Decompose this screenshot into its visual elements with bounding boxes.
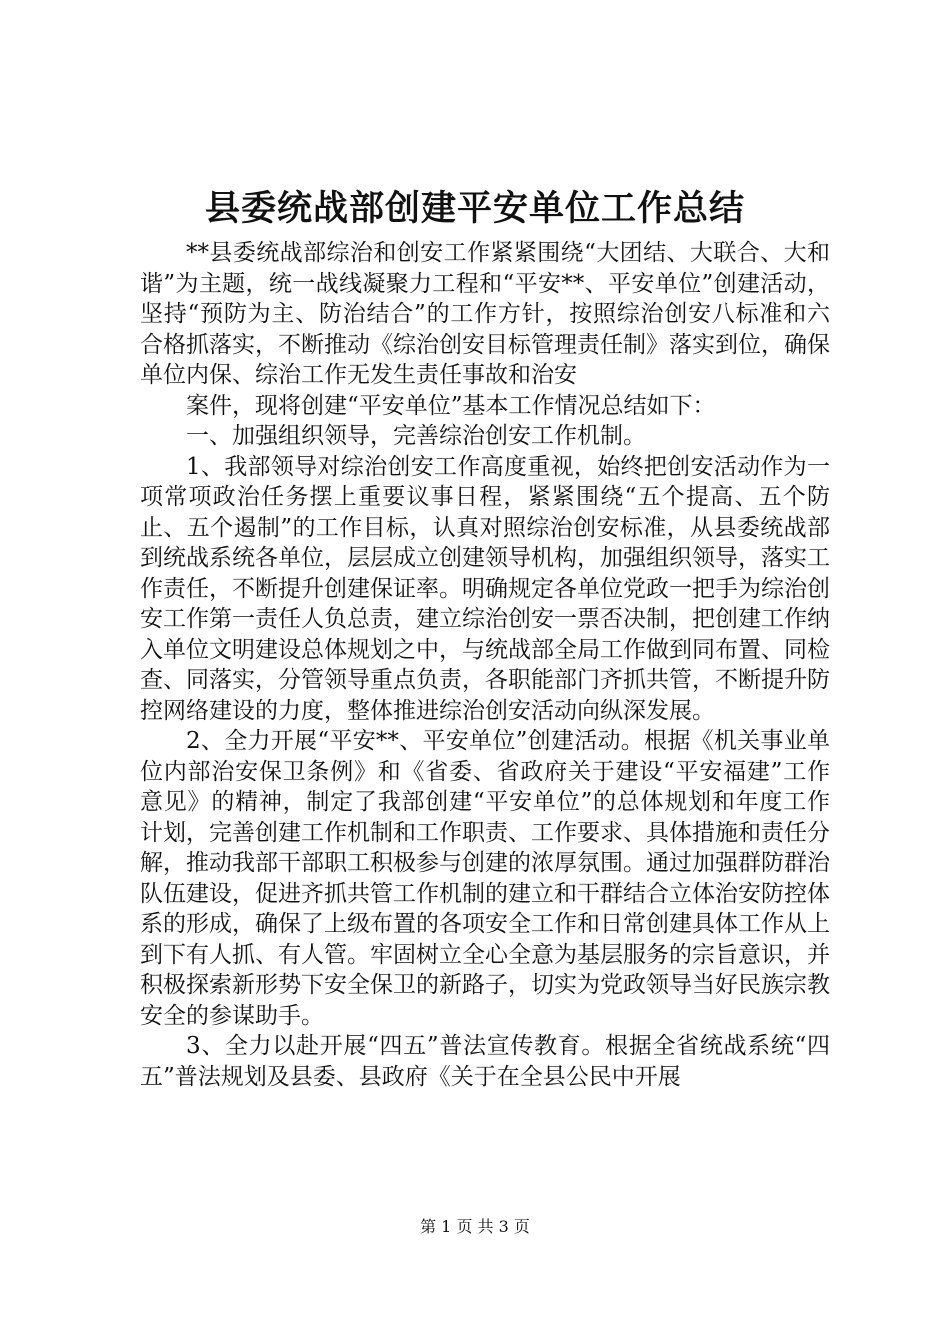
document-body (140, 238, 830, 1092)
paragraph-item-2: 2、全力开展“平安**、平安单位”创建活动。根据《机关事业单位内部治安保卫条例》和《省委、省政府关于建设“平安福建”工作意见》的精神，制定了我部创建“平安单位”的总体规划和年度工作计划，完善创建工作机制和工作职责、工作要求、具体措施和责任分解，推动我部干部职工积极参与创建的浓厚氛围。通过加强群防群治队伍建设，促进齐抓共管工作机制的建立和干群结合立体治安防控体系的形成，确保了上级布置的各项安全工作和日常创建具体工作从上到下有人抓、有人管。牢固树立全心全意为基层服务的宗旨意识，并积极探索新形势下安全保卫的新路子，切实为党政领导当好民族宗教安全的参谋助手。 (140, 728, 830, 1029)
paragraph-item-3: 3、全力以赴开展“四五”普法宣传教育。根据全省统战系统“四五”普法规划及县委、县政府《关于在全县公民中开展 (140, 1033, 830, 1090)
section-heading-1: 一、加强组织领导，完善综治创安工作机制。 (186, 423, 646, 449)
paragraph-intro-continued: 案件，现将创建“平安单位”基本工作情况总结如下： (186, 392, 716, 419)
paragraph-intro: **县委统战部综治和创安工作紧紧围绕“大团结、大联合、大和谐”为主题，统一战线凝聚力工程和“平安**、平安单位”创建活动，坚持“预防为主、防治结合”的工作方针，按照综治创安八标准和六合格抓落实，不断推动《综治创安目标管理责任制》落实到位，确保单位内保、综治工作无发生责任事故和治安 (140, 240, 830, 388)
paragraph-item-1: 1、我部领导对综治创安工作高度重视，始终把创安活动作为一项常项政治任务摆上重要议事日程，紧紧围绕“五个提高、五个防止、五个遏制”的工作目标，认真对照综治创安标准，从县委统战部到统战系统各单位，层层成立创建领导机构，加强组织领导，落实工作责任，不断提升创建保证率。明确规定各单位党政一把手为综治创安工作第一责任人负总责，建立综治创安一票否决制，把创建工作纳入单位文明建设总体规划之中，与统战部全局工作做到同布置、同检查、同落实，分管领导重点负责，各职能部门齐抓共管，不断提升防控网络建设的力度，整体推进综治创安活动向纵深发展。 (140, 453, 830, 724)
document-title: 县委统战部创建平安单位工作总结 (204, 188, 745, 229)
page-number-footer: 第 1 页 共 3 页 (420, 1217, 530, 1236)
